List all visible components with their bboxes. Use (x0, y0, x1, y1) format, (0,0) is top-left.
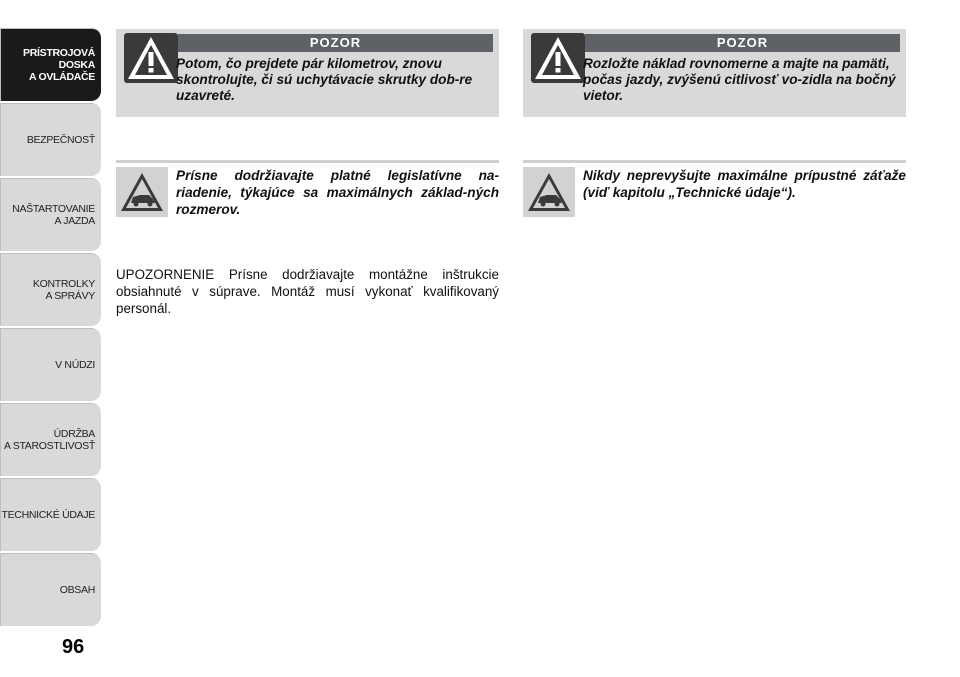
page-number: 96 (62, 636, 85, 658)
tab-label-line: A SPRÁVY (45, 289, 95, 302)
tab-obsah[interactable] (0, 553, 101, 626)
tab-label-line: KONTROLKY (32, 277, 95, 290)
body-paragraph (116, 266, 499, 317)
tab-bezpecnost[interactable] (0, 103, 101, 176)
tab-label-line: DOSKA (58, 58, 95, 71)
body-content: Prísne dodržiavajte montážne inštrukcie obsiahnuté v súprave. Montáž musí vykonať kvalifikovaný personál. (116, 267, 499, 316)
warning-box-right (523, 29, 906, 117)
tab-udrzba[interactable] (0, 403, 101, 476)
tab-label-line: NAŠTARTOVANIE (12, 202, 95, 215)
divider (523, 160, 906, 163)
divider (116, 160, 499, 163)
warning-text-content: Rozložte náklad rovnomerne a majte na pamäti, počas jazdy, zvýšenú citlivosť vo-zidla na bočný vietor. (583, 56, 896, 103)
tab-nastartovanie[interactable] (0, 178, 101, 251)
tab-label-line: A OVLÁDAČE (28, 70, 95, 83)
tab-label-line: BEZPEČNOSŤ (26, 133, 95, 146)
tab-label-line: V NÚDZI (55, 358, 95, 371)
tab-v-nudzi[interactable] (0, 328, 101, 401)
car-note-text: Prísne dodržiavajte platné legislatívne na-riadenie, týkajúce sa maximálnych základ-ných rozmerov. (176, 168, 499, 217)
tab-label-line: TECHNICKÉ ÚDAJE (1, 508, 95, 521)
tab-kontrolky[interactable] (0, 253, 101, 326)
tab-label-line: A JAZDA (54, 214, 95, 227)
warning-header: POZOR (178, 34, 493, 52)
tab-label-line: OBSAH (59, 583, 95, 596)
car-note-text: Nikdy neprevyšujte maximálne prípustné záťaže (viď kapitolu „Technické údaje“). (583, 168, 906, 200)
tab-pristrojova-doska[interactable] (0, 28, 101, 101)
warning-text (523, 56, 901, 104)
warning-text (116, 56, 494, 104)
warning-box-left (116, 29, 499, 117)
warning-text-content: Potom, čo prejdete pár kilometrov, znovu skontrolujte, či sú uchytávacie skrutky dob-re uzavreté. (176, 56, 473, 103)
tab-label-line: A STAROSTLIVOSŤ (4, 439, 95, 452)
body-label: UPOZORNENIE (116, 267, 215, 282)
tab-label-line: ÚDRŽBA (53, 427, 95, 440)
warning-header: POZOR (585, 34, 900, 52)
car-triangle-icon (116, 167, 168, 217)
tab-label-line: PRÍSTROJOVÁ (23, 46, 95, 59)
car-triangle-icon (523, 167, 575, 217)
tab-technicke-udaje[interactable] (0, 478, 101, 551)
